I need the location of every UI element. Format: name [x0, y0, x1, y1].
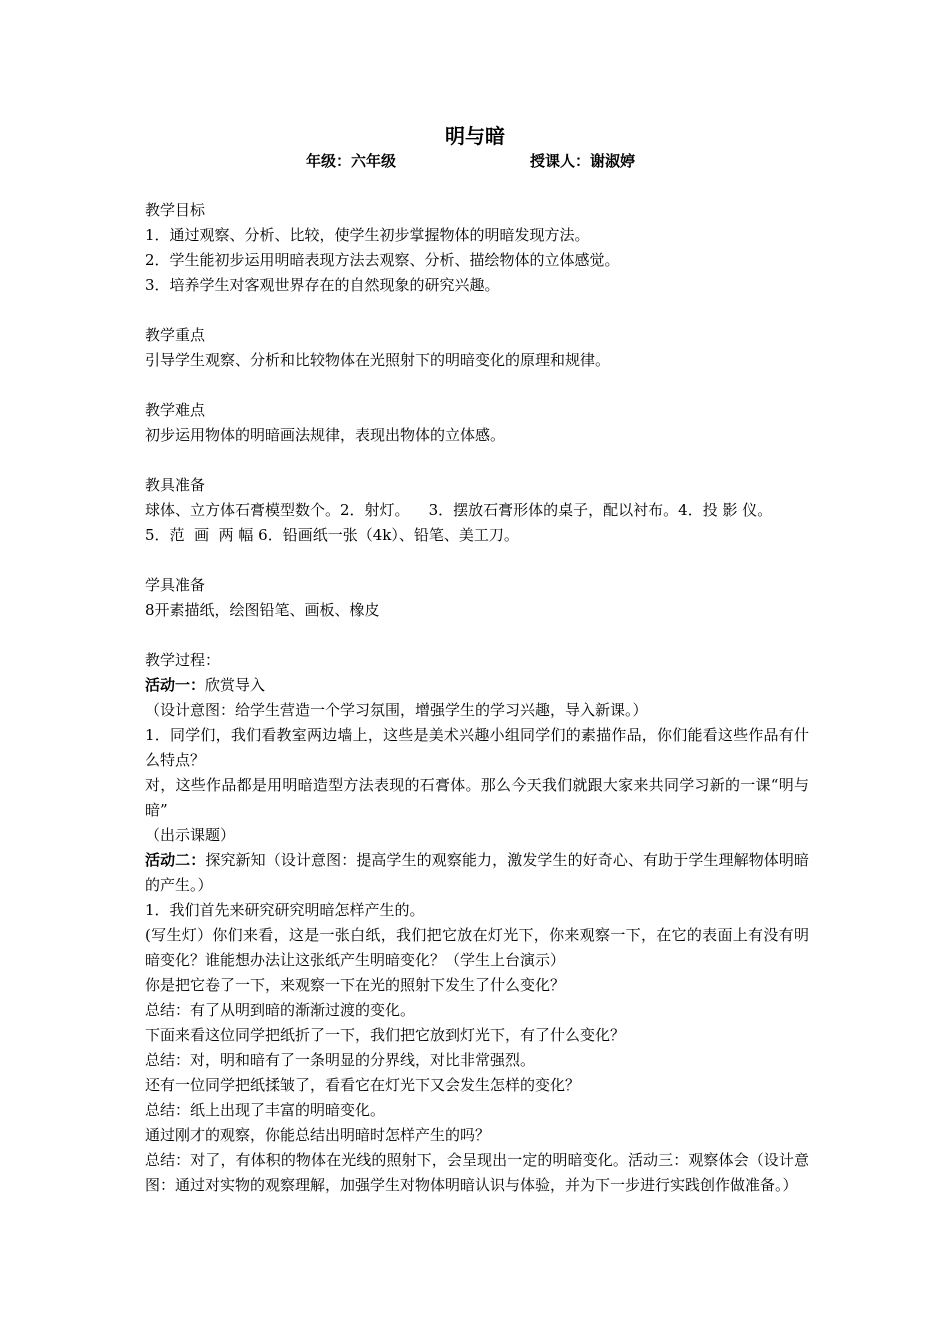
goals-heading: 教学目标: [145, 201, 206, 219]
grade-label: 年级：六年级: [306, 152, 397, 170]
difficulty-text: 初步运用物体的明暗画法规律，表现出物体的立体感。: [145, 426, 506, 444]
activity-two-line: 你是把它卷了一下，来观察一下在光的照射下发生了什么变化？: [145, 976, 566, 994]
activity-two-line: 通过刚才的观察，你能总结出明暗时怎样产生的吗？: [145, 1126, 491, 1144]
activity-two-name: 探究新知（设计意图：提高学生的观察能力，激发学生的好奇心、有助于学生理解物体明暗的产生。）: [145, 851, 809, 894]
spacer: [145, 548, 809, 573]
activity-two-line: 还有一位同学把纸揉皱了，看看它在灯光下又会发生怎样的变化？: [145, 1076, 581, 1094]
student-tools-heading: 学具准备: [145, 576, 206, 594]
document-title: 明与暗: [445, 124, 505, 148]
activity-one-name: 欣赏导入: [205, 676, 266, 694]
student-tools-text: 8开素描纸，绘图铅笔、画板、橡皮: [145, 601, 380, 619]
activity-one-paragraph: 对，这些作品都是用明暗造型方法表现的石膏体。那么今天我们就跟大家来共同学习新的一课“明与暗”: [145, 776, 809, 819]
document-body: [145, 198, 809, 1198]
activity-two-line: 总结：对了，有体积的物体在光线的照射下，会呈现出一定的明暗变化。活动三：观察体会（设计意图：通过对实物的观察理解，加强学生对物体明暗认识与体验，并为下一步进行实践创作做准备。）: [145, 1151, 809, 1194]
goal-item: 1．通过观察、分析、比较，使学生初步掌握物体的明暗发现方法。: [145, 226, 590, 244]
goal-item: 3．培养学生对客观世界存在的自然现象的研究兴趣。: [145, 276, 500, 294]
activity-one-paragraph: 1．同学们，我们看教室两边墙上，这些是美术兴趣小组同学们的素描作品，你们能看这些作品有什么特点？: [145, 726, 809, 769]
goal-item: 2．学生能初步运用明暗表现方法去观察、分析、描绘物体的立体感觉。: [145, 251, 620, 269]
spacer: [145, 448, 809, 473]
teacher-label: 授课人：谢淑婷: [530, 152, 636, 170]
activity-two-line: 总结：对，明和暗有了一条明显的分界线，对比非常强烈。: [145, 1051, 536, 1069]
tools-line: 球体、立方体石膏模型数个。2．射灯。 3．摆放石膏形体的桌子，配以衬布。4．投 影 仪。: [145, 501, 773, 519]
difficulty-heading: 教学难点: [145, 401, 206, 419]
tools-heading: 教具准备: [145, 476, 206, 494]
key-text: 引导学生观察、分析和比较物体在光照射下的明暗变化的原理和规律。: [145, 351, 611, 369]
activity-one-label: 活动一：: [145, 676, 206, 694]
activity-one-paragraph: （出示课题）: [145, 826, 236, 844]
spacer: [145, 298, 809, 323]
spacer: [145, 373, 809, 398]
activity-one-title: [145, 673, 809, 698]
activity-two-line: 总结：纸上出现了丰富的明暗变化。: [145, 1101, 386, 1119]
activity-two-line: 下面来看这位同学把纸折了一下，我们把它放到灯光下，有了什么变化？: [145, 1026, 626, 1044]
activity-two-title: [145, 848, 809, 898]
key-heading: 教学重点: [145, 326, 206, 344]
activity-one-intent: （设计意图：给学生营造一个学习氛围，增强学生的学习兴趣，导入新课。）: [145, 701, 648, 719]
process-heading: 教学过程：: [145, 651, 221, 669]
activity-two-label: 活动二：: [145, 851, 206, 869]
activity-two-line: 1．我们首先来研究研究明暗怎样产生的。: [145, 901, 425, 919]
activity-two-line: (写生灯）你们来看，这是一张白纸，我们把它放在灯光下，你来观察一下，在它的表面上有没有明暗变化？谁能想办法让这张纸产生明暗变化？（学生上台演示）: [145, 926, 809, 969]
activity-two-line: 总结：有了从明到暗的渐渐过渡的变化。: [145, 1001, 416, 1019]
spacer: [145, 623, 809, 648]
tools-line: 5．范 画 两 幅 6．铅画纸一张（4k）、铅笔、美工刀。: [145, 526, 519, 544]
